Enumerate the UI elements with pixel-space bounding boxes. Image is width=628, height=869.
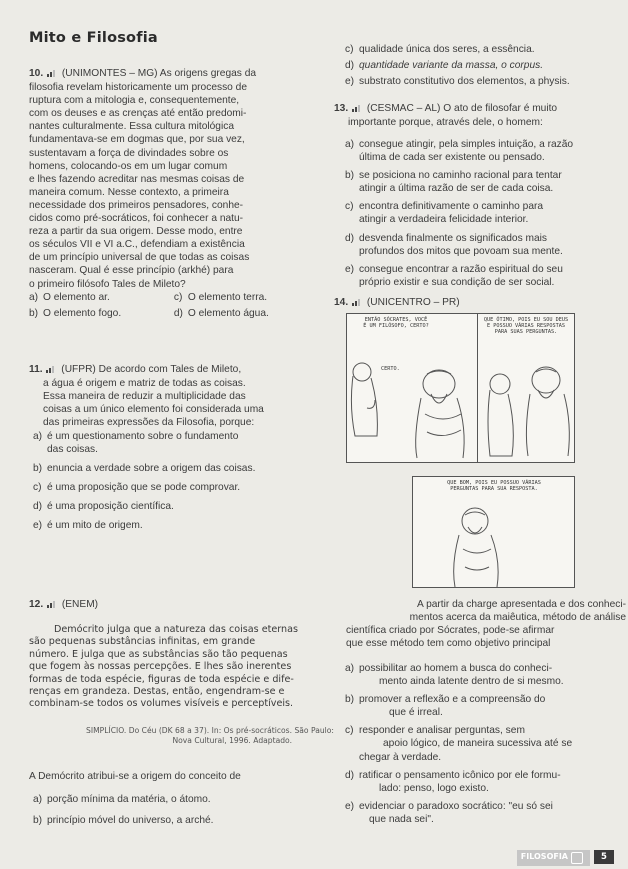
answer-option-d[interactable]: d) quantidade variante da massa, o corpus. bbox=[345, 60, 544, 72]
question-10 bbox=[29, 67, 329, 291]
speech-bubble: CERTO. bbox=[381, 366, 400, 372]
quote-line: Demócrito julga que a natureza das coisas eternas bbox=[54, 624, 299, 635]
quote-line: combinam-se todos os volumes visíveis e perceptíveis. bbox=[29, 698, 294, 710]
answer-option-b[interactable]: b) promover a reflexão e a compreensão do que é irreal. bbox=[345, 694, 546, 719]
question-number: 10. bbox=[29, 68, 44, 79]
question-number: 13. bbox=[334, 103, 349, 114]
answer-option-d[interactable]: d) é uma proposição científica. bbox=[33, 501, 174, 513]
question-text-line: (CESMAC – AL) O ato de filosofar é muito bbox=[366, 103, 558, 114]
quote-line: que fogem às nossas percepções. E lhes são inerentes bbox=[29, 661, 292, 673]
question-stem: A partir da charge apresentada e dos conheci- mentos acerca da maiêutica, método de análise científica criado por Sócrates, pode-se afirmar que esse método tem como objetivo principal bbox=[346, 599, 626, 650]
question-source: (UNICENTRO – PR) bbox=[366, 297, 460, 308]
answer-option-c[interactable]: c) qualidade única dos seres, a essência. bbox=[345, 44, 535, 55]
answer-option-b[interactable]: b) enuncia a verdade sobre a origem das coisas. bbox=[33, 463, 256, 475]
answer-option-c[interactable]: c) O elemento terra. bbox=[173, 292, 268, 303]
difficulty-bars-icon bbox=[47, 68, 56, 81]
answer-option-b[interactable]: b) princípio móvel do universo, a arché. bbox=[33, 815, 214, 827]
question-text-line: ruptura com a mitologia e, consequentemente, bbox=[29, 95, 240, 107]
answer-option-b[interactable]: b) O elemento fogo. bbox=[29, 308, 122, 320]
question-text-line: (UFPR) De acordo com Tales de Mileto, bbox=[61, 364, 242, 375]
answer-option-a[interactable]: a) porção mínima da matéria, o átomo. bbox=[33, 794, 211, 805]
socrates-and-god-drawing bbox=[478, 314, 574, 462]
question-source: (ENEM) bbox=[61, 599, 99, 610]
question-text-line: homens, colocando-os em um lugar comum bbox=[29, 160, 228, 172]
comic-panel-2 bbox=[477, 313, 575, 463]
difficulty-bars-icon bbox=[352, 297, 361, 310]
speech-bubble: ENTÃO SÓCRATES, VOCÊ É UM FILÓSOFO, CERTO? bbox=[363, 317, 429, 330]
comic-panel-3 bbox=[412, 476, 575, 588]
page-footer bbox=[517, 850, 614, 864]
question-text-line: nantes culturalmente. Essa cultura mitológica bbox=[29, 121, 234, 133]
answer-option-c[interactable]: c) encontra definitivamente o caminho para atingir a verdadeira felicidade interior. bbox=[345, 201, 544, 226]
question-11 bbox=[29, 363, 339, 429]
answer-option-e[interactable]: e) evidenciar o paradoxo socrático: "eu só sei que nada sei". bbox=[345, 800, 553, 825]
citation bbox=[44, 726, 334, 746]
question-text-line: importante porque, através dele, o homem: bbox=[348, 117, 543, 129]
answer-options bbox=[33, 430, 333, 533]
socrates-and-god-drawing bbox=[347, 314, 478, 462]
question-text-line: de um princípio universal de que todas as coisas bbox=[29, 252, 250, 264]
answer-option-b[interactable]: b) se posiciona no caminho racional para tentar atingir a última razão de ser de cada coisa. bbox=[345, 170, 562, 195]
question-text-line: das primeiras expressões da Filosofia, porque: bbox=[43, 417, 255, 429]
answer-option-c[interactable]: c) é uma proposição que se pode comprovar. bbox=[33, 482, 241, 494]
answer-options bbox=[345, 138, 625, 289]
answer-options bbox=[33, 793, 333, 827]
question-text-line: maneira comum. Nesse contexto, a primeira bbox=[29, 186, 229, 198]
question-text-line: os séculos VII e VI a.C., defendiam a existência bbox=[29, 239, 245, 251]
speech-bubble: QUE BOM, POIS EU POSSUO VÁRIAS PERGUNTAS PARA SUA RESPOSTA. bbox=[447, 480, 541, 493]
answer-options bbox=[29, 291, 329, 320]
question-13 bbox=[334, 102, 624, 129]
answer-option-e[interactable]: e) consegue encontrar a razão espiritual do seu próprio existir e sua condição de ser social. bbox=[345, 263, 563, 288]
answer-option-a[interactable]: a) possibilitar ao homem a busca do conheci- mento ainda latente dentro de si mesmo. bbox=[345, 663, 564, 688]
question-text-line: fundamentava-se em dogmas que, por sua vez, bbox=[29, 134, 245, 146]
difficulty-bars-icon bbox=[352, 103, 361, 116]
question-text-line: com os deuses e as crenças até então predomi- bbox=[29, 108, 247, 120]
subject-label: FILOSOFIA bbox=[517, 850, 590, 866]
quote-line: renças em grandeza. Destas, então, engendram-se e bbox=[29, 686, 285, 698]
comic-panel-1 bbox=[346, 313, 479, 463]
question-text-line: necessidade dos primeiros pensadores, conhe- bbox=[29, 199, 244, 211]
citation-line: Nova Cultural, 1996. Adaptado. bbox=[172, 736, 292, 745]
question-number: 11. bbox=[29, 364, 43, 375]
question-14-header bbox=[334, 296, 460, 310]
difficulty-bars-icon bbox=[46, 364, 55, 377]
question-text-line: nasceram. Qual é esse princípio (arkhé) para bbox=[29, 265, 234, 277]
page-title: Mito e Filosofia bbox=[29, 30, 158, 46]
quote-line: formas de toda espécie, figuras de toda espécie e dife- bbox=[29, 673, 294, 685]
question-text-line: sustentavam a força de divindades sobre os bbox=[29, 147, 229, 159]
difficulty-bars-icon bbox=[47, 599, 56, 612]
question-text-line: e lhes fazendo acreditar nas mesmas coisas de bbox=[29, 173, 245, 185]
page-number: 5 bbox=[594, 850, 614, 864]
answer-option-d[interactable]: d) desvenda finalmente os significados mais profundos dos mitos que povoam sua mente. bbox=[345, 232, 563, 257]
book-icon bbox=[571, 852, 583, 864]
question-text-line: (UNIMONTES – MG) As origens gregas da bbox=[61, 68, 257, 79]
answer-options-continued bbox=[345, 43, 625, 88]
answer-option-e[interactable]: e) é um mito de origem. bbox=[33, 520, 143, 532]
question-stem: A Demócrito atribui-se a origem do conceito de bbox=[29, 771, 241, 782]
question-text-line: cidos como pré-socráticos, foi conhecer a natu- bbox=[29, 213, 244, 225]
speech-bubble: QUE ÓTIMO, POIS EU SOU DEUS E POSSUO VÁRIAS RESPOSTAS PARA SUAS PERGUNTAS. bbox=[483, 317, 569, 336]
question-text-line: Essa maneira de reduzir a multiplicidade das bbox=[43, 391, 246, 403]
answer-option-c[interactable]: c) responder e analisar perguntas, sem apoio lógico, de maneira sucessiva até se chegar à verdade. bbox=[345, 725, 573, 763]
answer-option-a[interactable]: a) é um questionamento sobre o fundamento das coisas. bbox=[33, 431, 239, 456]
question-text-line: o primeiro filósofo Tales de Mileto? bbox=[29, 278, 186, 290]
quote-block bbox=[29, 624, 334, 711]
question-number: 14. bbox=[334, 297, 349, 308]
answer-options bbox=[345, 662, 625, 826]
question-text-line: reza a partir da sua origem. Desse modo, entre bbox=[29, 226, 243, 238]
socrates-drawing bbox=[413, 477, 574, 587]
quote-line: número. E julga que as substâncias são tão pequenas bbox=[29, 648, 288, 660]
question-text-line: coisas a um único elemento foi considerada uma bbox=[43, 404, 264, 416]
question-text-line: a água é origem e matriz de todas as coisas. bbox=[43, 378, 246, 390]
question-text-line: filosofia revelam historicamente um processo de bbox=[29, 82, 247, 94]
answer-option-a[interactable]: a) O elemento ar. bbox=[29, 292, 110, 303]
answer-option-e[interactable]: e) substrato constitutivo dos elementos, a physis. bbox=[345, 76, 570, 88]
answer-option-d[interactable]: d) O elemento água. bbox=[173, 308, 269, 320]
answer-option-a[interactable]: a) consegue atingir, pela simples intuição, a razão última de cada ser existente ou pensado. bbox=[345, 139, 574, 164]
quote-line: são pequenas substâncias infinitas, em grande bbox=[29, 636, 256, 648]
citation-line: SIMPLÍCIO. Do Céu (DK 68 a 37). In: Os pré-socráticos. São Paulo: bbox=[86, 726, 334, 735]
question-12-header bbox=[29, 598, 98, 612]
answer-option-d[interactable]: d) ratificar o pensamento icônico por ele formu- lado: penso, logo existo. bbox=[345, 769, 561, 794]
question-number: 12. bbox=[29, 599, 44, 610]
